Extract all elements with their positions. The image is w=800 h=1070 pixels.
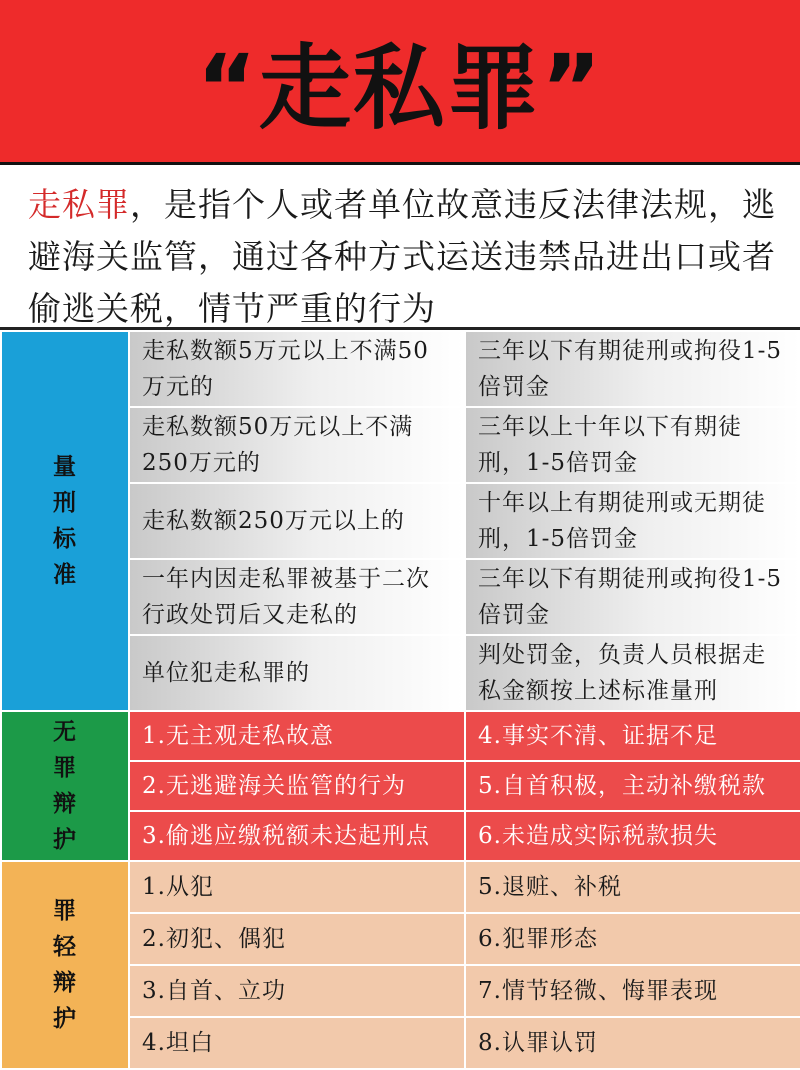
table-row <box>1 711 800 761</box>
innocence-point: 4.事实不清、证据不足 <box>465 711 800 761</box>
sentencing-penalty: 十年以上有期徒刑或无期徒刑，1-5倍罚金 <box>465 483 800 559</box>
sentencing-penalty: 三年以下有期徒刑或拘役1-5倍罚金 <box>465 559 800 635</box>
table-row <box>1 861 800 913</box>
innocence-point: 6.未造成实际税款损失 <box>465 811 800 861</box>
section-label-mitigation: 罪轻辩护 <box>1 861 129 1069</box>
mitigation-point: 5.退赃、补税 <box>465 861 800 913</box>
intro-text: ，是指个人或者单位故意违反法律法规，逃避海关监管，通过各种方式运送违禁品进出口或者偷逃关税，情节严重的行为 <box>28 185 776 328</box>
innocence-point: 2.无逃避海关监管的行为 <box>129 761 465 811</box>
sentencing-penalty: 三年以下有期徒刑或拘役1-5倍罚金 <box>465 331 800 407</box>
mitigation-point: 3.自首、立功 <box>129 965 465 1017</box>
page-title: “走私罪” <box>196 35 604 142</box>
innocence-point: 1.无主观走私故意 <box>129 711 465 761</box>
mitigation-point: 2.初犯、偶犯 <box>129 913 465 965</box>
innocence-point: 5.自首积极，主动补缴税款 <box>465 761 800 811</box>
mitigation-point: 7.情节轻微、悔罪表现 <box>465 965 800 1017</box>
section-label-sentencing: 量刑标准 <box>1 331 129 711</box>
sentencing-condition: 一年内因走私罪被基于二次行政处罚后又走私的 <box>129 559 465 635</box>
mitigation-point: 8.认罪认罚 <box>465 1017 800 1069</box>
sentencing-condition: 走私数额250万元以上的 <box>129 483 465 559</box>
mitigation-point: 4.坦白 <box>129 1017 465 1069</box>
sentencing-penalty: 三年以上十年以下有期徒刑，1-5倍罚金 <box>465 407 800 483</box>
sentencing-condition: 单位犯走私罪的 <box>129 635 465 711</box>
innocence-point: 3.偷逃应缴税额未达起刑点 <box>129 811 465 861</box>
table-row <box>1 331 800 407</box>
section-label-innocence: 无罪辩护 <box>1 711 129 861</box>
intro-paragraph <box>0 165 800 330</box>
sentencing-condition: 走私数额5万元以上不满50万元的 <box>129 331 465 407</box>
intro-keyword: 走私罪 <box>28 185 130 224</box>
sentencing-penalty: 判处罚金，负责人员根据走私金额按上述标准量刑 <box>465 635 800 711</box>
law-table <box>0 330 800 1070</box>
mitigation-point: 1.从犯 <box>129 861 465 913</box>
mitigation-point: 6.犯罪形态 <box>465 913 800 965</box>
title-banner <box>0 0 800 165</box>
sentencing-condition: 走私数额50万元以上不满250万元的 <box>129 407 465 483</box>
